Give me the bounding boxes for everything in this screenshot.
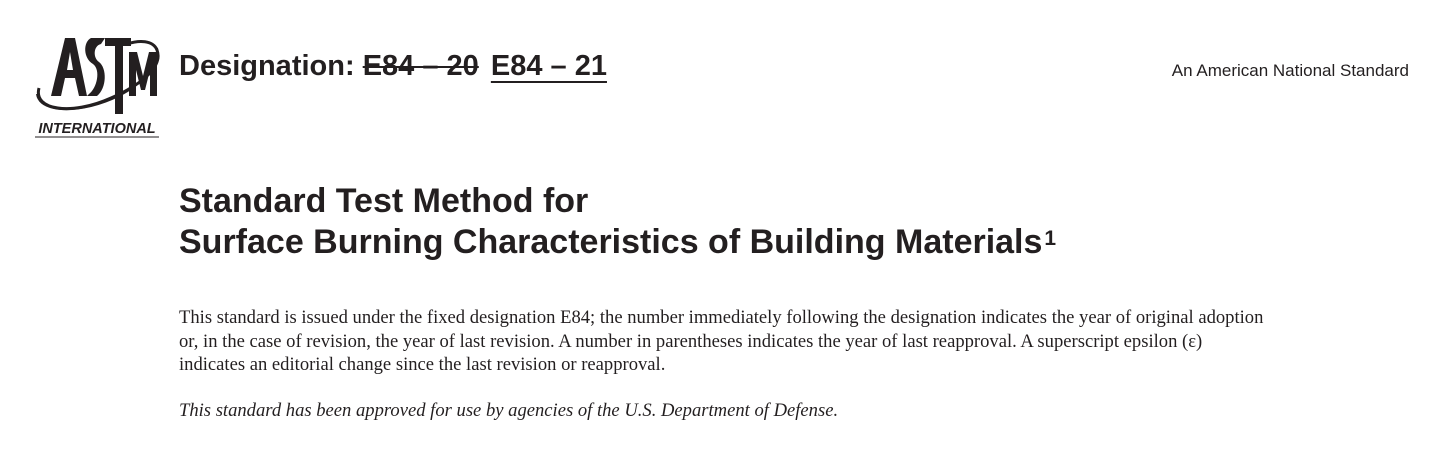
standard-type: An American National Standard: [1171, 61, 1409, 80]
title-line-2: [179, 221, 1056, 263]
title-line-1: Standard Test Method for: [179, 182, 589, 220]
designation-statement: This standard is issued under the fixed designation E84; the number immediately following the designation indicates the year of original adoption or, in the case of revision, the year of last revision. A number in parentheses indicates the year of last reapproval. A superscript epsilon (ε) indicates an editorial change since the last revision or reapproval.: [179, 307, 1264, 375]
title-text: Surface Burning Characteristics of Building Materials: [179, 223, 1043, 261]
designation-label: Designation:: [179, 50, 355, 82]
logo-wordmark: INTERNATIONAL: [38, 121, 156, 137]
new-designation: E84 – 21: [490, 50, 607, 82]
designation: [179, 48, 607, 84]
astm-logo: [31, 18, 163, 142]
old-designation: E84 – 20: [362, 50, 479, 82]
dod-approval-note: This standard has been approved for use by agencies of the U.S. Department of Defense.: [179, 400, 839, 421]
footnote-mark[interactable]: 1: [1044, 227, 1057, 250]
